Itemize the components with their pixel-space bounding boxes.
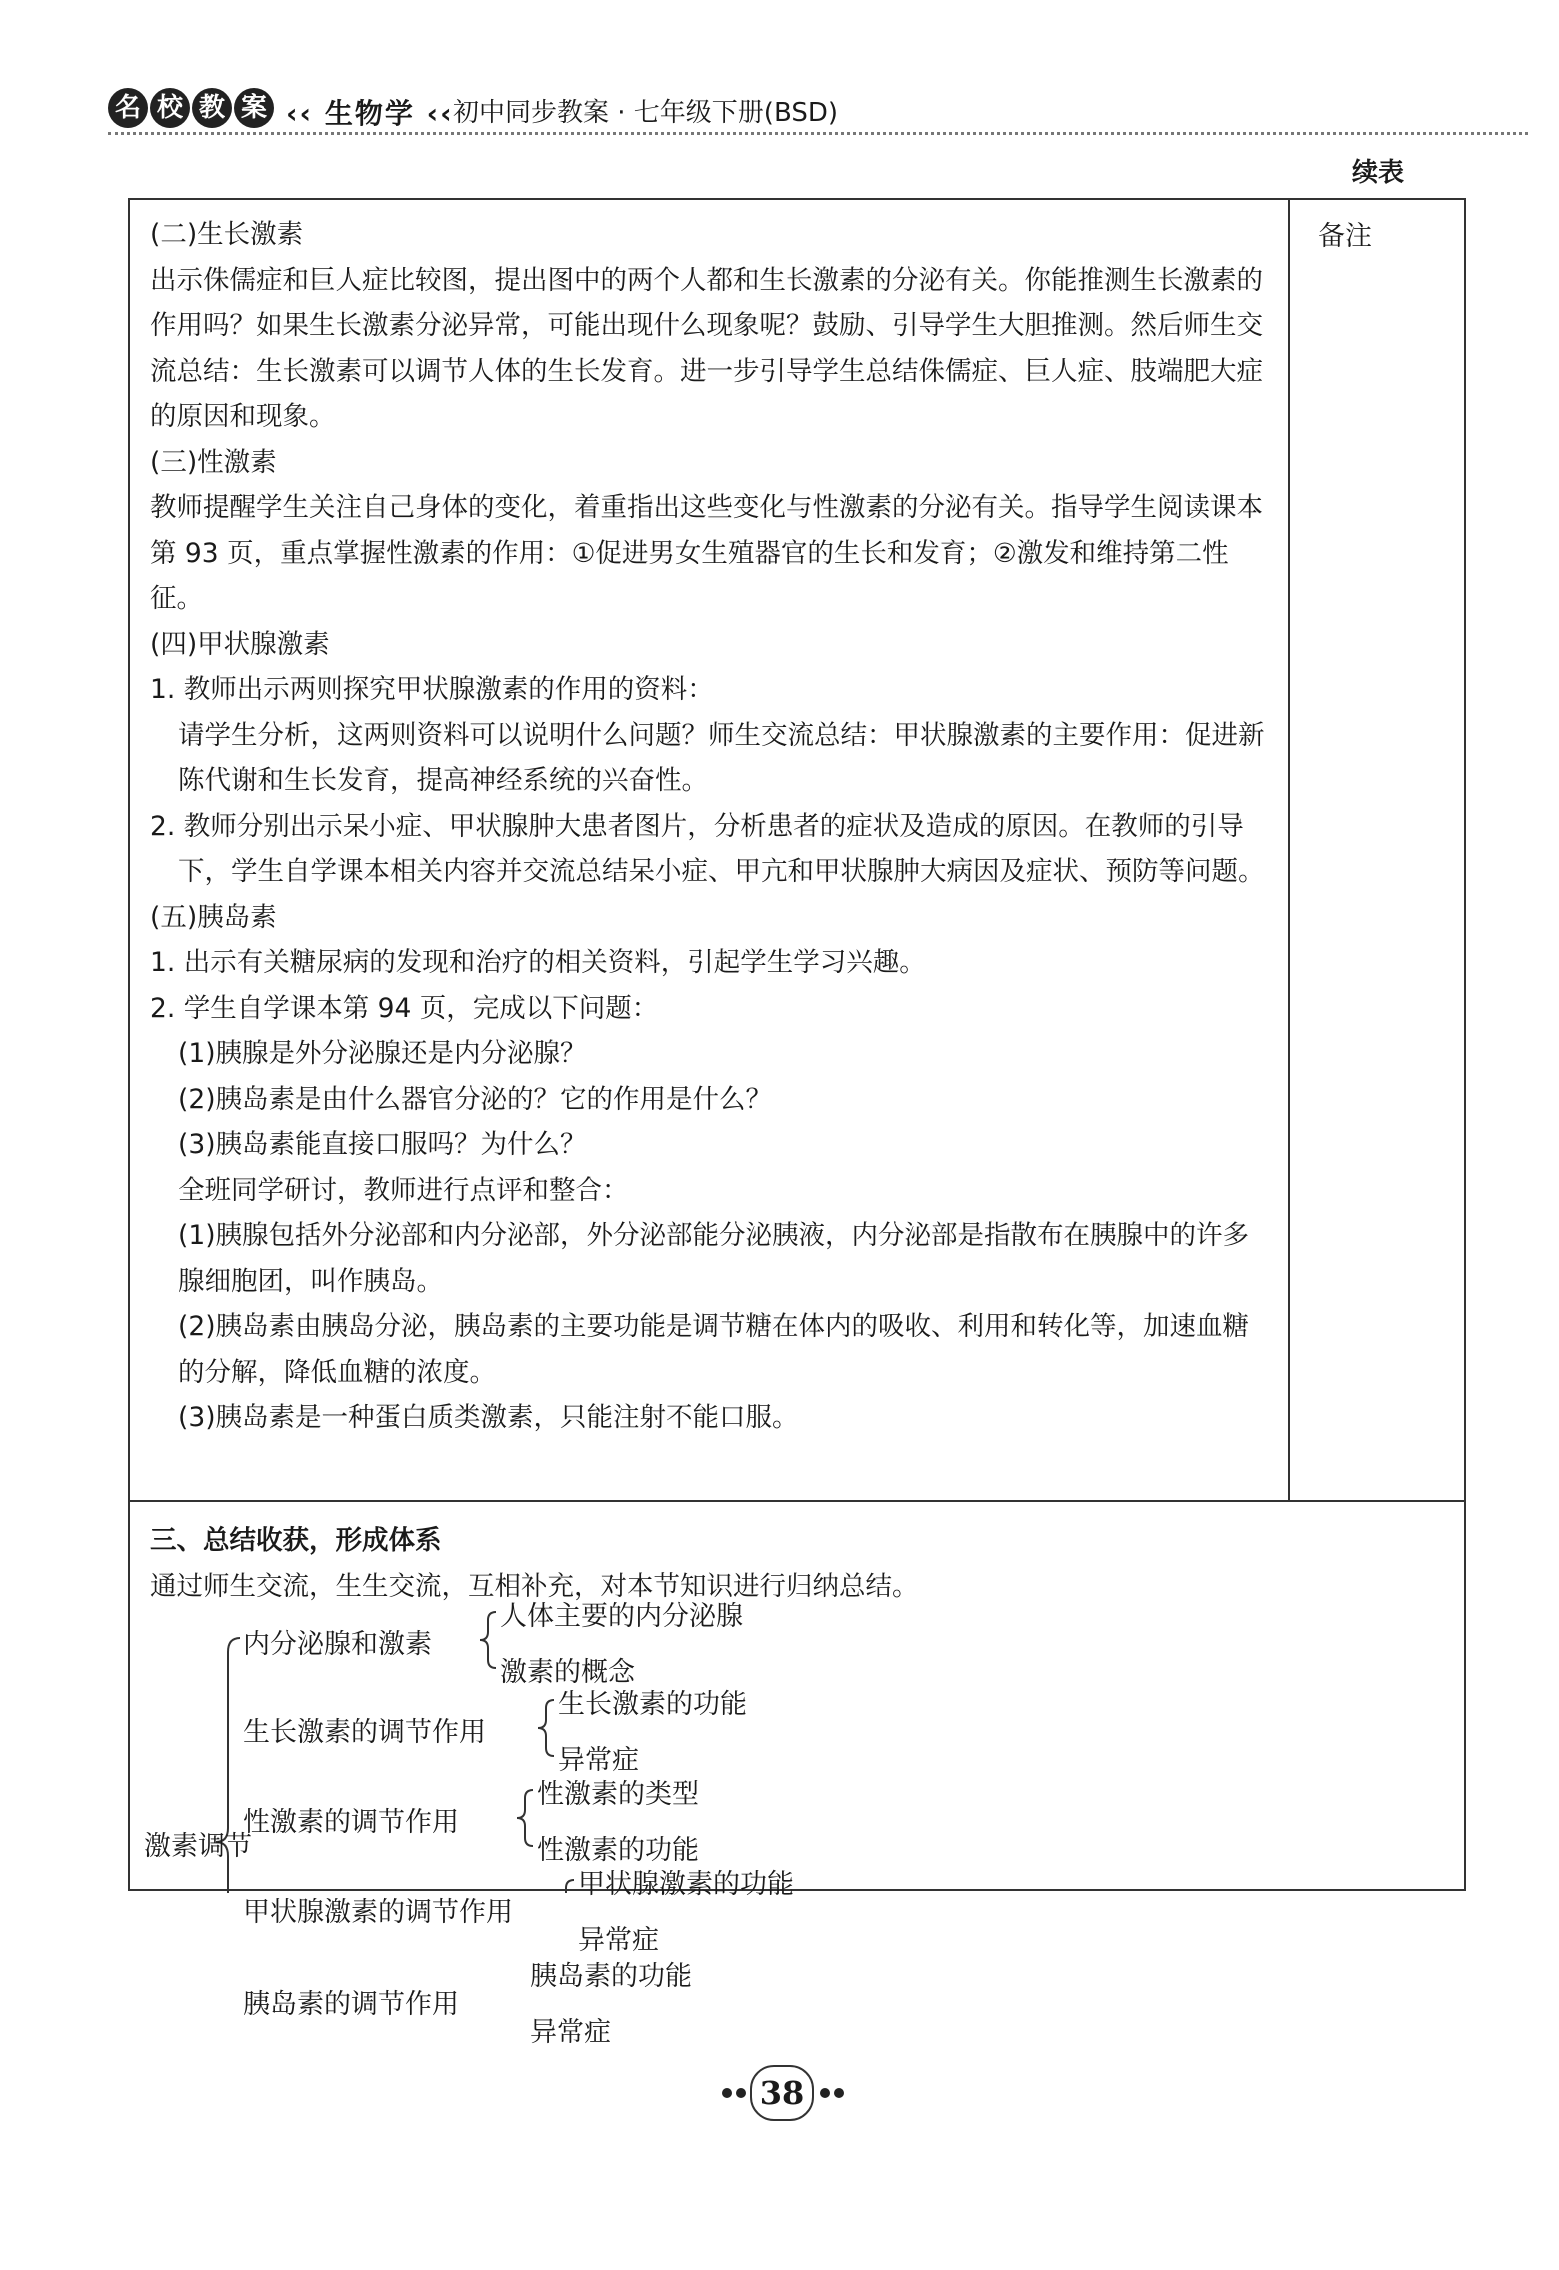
answer-item: (3)胰岛素是一种蛋白质类激素，只能注射不能口服。 — [178, 1402, 799, 1433]
tree-leaf: 激素的概念 — [500, 1657, 635, 1688]
answer-item: (1)胰腺包括外分泌部和内分泌部，外分泌部能分泌胰液，内分泌部是指散布在胰腺中的许多腺细胞团，叫作胰岛。 — [178, 1220, 1250, 1297]
tree-branch: 生长激素的调节作用 — [243, 1717, 486, 1748]
brand-char: 名 — [108, 88, 148, 128]
header-divider — [108, 132, 1528, 135]
tree-leaf: 胰岛素的功能 — [530, 1961, 692, 1992]
branch-brace — [538, 1700, 554, 1756]
summary-heading: 三、总结收获，形成体系 — [150, 1525, 442, 1556]
tree-leaf: 人体主要的内分泌腺 — [500, 1601, 743, 1632]
decor-dot — [834, 2088, 844, 2098]
tree-leaf: 异常症 — [578, 1925, 659, 1956]
summary-intro: 通过师生交流，生生交流，互相补充，对本节知识进行归纳总结。 — [150, 1570, 919, 1602]
tree-leaf: 性激素的类型 — [537, 1779, 699, 1810]
tree-leaf: 异常症 — [558, 1745, 639, 1776]
branch-brace — [558, 1880, 574, 1893]
branch-brace — [480, 1612, 496, 1668]
branch-brace — [517, 1790, 533, 1846]
page-number-value: 38 — [750, 2065, 814, 2121]
continued-label: 续表 — [1352, 158, 1405, 188]
list-item: 2. 教师分别出示呆小症、甲状腺肿大患者图片，分析患者的症状及造成的原因。在教师的引导下，学生自学课本相关内容并交流总结呆小症、甲亢和甲状腺肿大病因及症状、预防等问题。 — [150, 810, 1265, 887]
paragraph: 请学生分析，这两则资料可以说明什么问题？师生交流总结：甲状腺激素的主要作用：促进新陈代谢和生长发育，提高神经系统的兴奋性。 — [178, 719, 1265, 796]
tree-leaf: 性激素的功能 — [537, 1835, 699, 1866]
tree-leaf: 异常症 — [530, 2017, 611, 2048]
subject-label: ‹‹ 生物学 ‹‹ — [286, 97, 454, 130]
section-heading: (二)生长激素 — [150, 219, 304, 250]
tree-branch: 胰岛素的调节作用 — [243, 1989, 459, 2020]
tree-branch: 甲状腺激素的调节作用 — [243, 1897, 513, 1928]
tree-root: 激素调节 — [144, 1831, 252, 1862]
decor-dot — [722, 2088, 732, 2098]
brand-char: 校 — [150, 88, 190, 128]
decor-dot — [820, 2088, 830, 2098]
lesson-table — [128, 198, 1466, 2048]
page-header — [108, 88, 1528, 134]
series-title: 初中同步教案 · 七年级下册(BSD) — [453, 98, 838, 128]
answer-item: (2)胰岛素由胰岛分泌，胰岛素的主要功能是调节糖在体内的吸收、利用和转化等，加速血糖的分解，降低血糖的浓度。 — [178, 1311, 1250, 1388]
list-item: 1. 出示有关糖尿病的发现和治疗的相关资料，引起学生学习兴趣。 — [150, 947, 926, 978]
list-item: 1. 教师出示两则探究甲状腺激素的作用的资料： — [150, 674, 714, 705]
decor-dot — [736, 2088, 746, 2098]
list-item: 2. 学生自学课本第 94 页，完成以下问题： — [150, 992, 659, 1024]
section-heading: (三)性激素 — [150, 446, 277, 478]
section-heading: (四)甲状腺激素 — [150, 628, 330, 660]
paragraph: 出示侏儒症和巨人症比较图，提出图中的两个人都和生长激素的分泌有关。你能推测生长激素的作用吗？如果生长激素分泌异常，可能出现什么现象呢？鼓励、引导学生大胆推测。然后师生交流总结：生长激素可以调节人体的生长发育。进一步引导学生总结侏儒症、巨人症、肢端肥大症的原因和现象。 — [150, 264, 1263, 432]
section-heading: (五)胰岛素 — [150, 901, 277, 933]
tree-branch: 内分泌腺和激素 — [243, 1629, 432, 1660]
paragraph: 教师提醒学生关注自己身体的变化，着重指出这些变化与性激素的分泌有关。指导学生阅读课本第 93 页，重点掌握性激素的作用：①促进男女生殖器官的生长和发育；②激发和维持第二性征。 — [150, 492, 1263, 614]
paragraph: 全班同学研讨，教师进行点评和整合： — [178, 1174, 629, 1206]
tree-leaf: 甲状腺激素的功能 — [578, 1869, 794, 1900]
tree-branch: 性激素的调节作用 — [243, 1807, 459, 1838]
brand-char: 教 — [192, 88, 232, 128]
question-item: (3)胰岛素能直接口服吗？为什么？ — [178, 1129, 587, 1160]
tree-leaf: 生长激素的功能 — [558, 1689, 747, 1720]
question-item: (1)胰腺是外分泌腺还是内分泌腺？ — [178, 1038, 587, 1069]
brand-char: 案 — [234, 88, 274, 128]
brand-logo — [108, 88, 276, 128]
knowledge-tree — [130, 200, 1468, 2048]
page-number — [736, 2065, 828, 2121]
question-item: (2)胰岛素是由什么器官分泌的？它的作用是什么？ — [178, 1083, 773, 1115]
notes-column-label: 备注 — [1318, 221, 1372, 252]
